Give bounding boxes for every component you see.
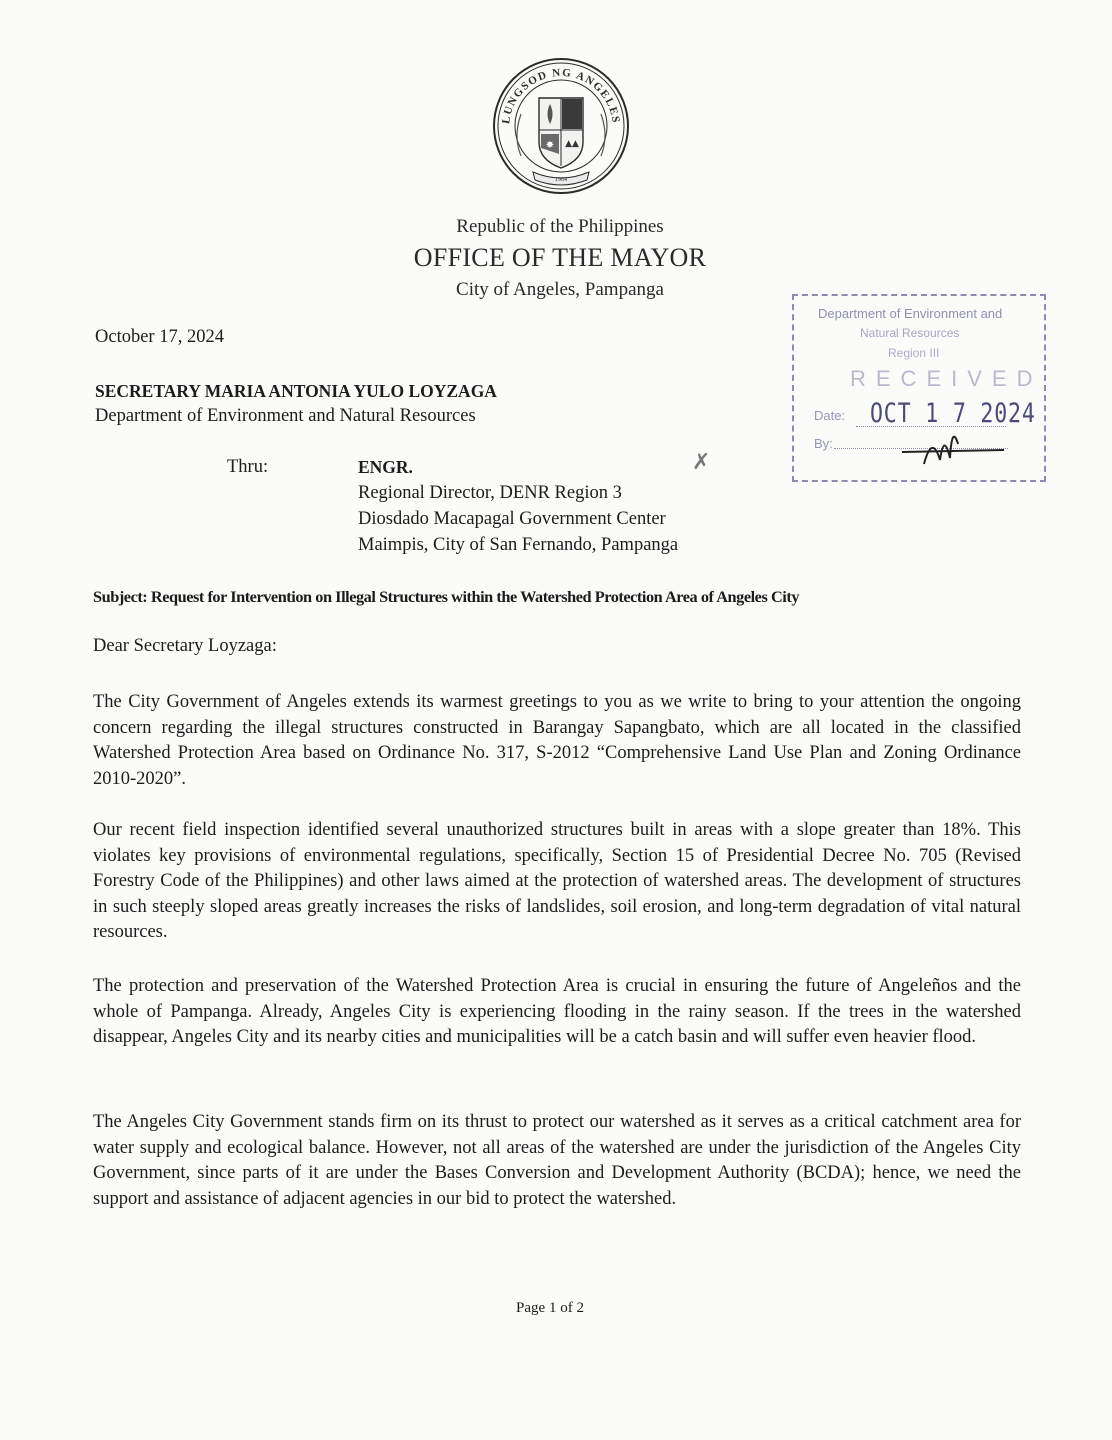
stamp-date-label: Date:	[814, 408, 846, 423]
svg-text:1964: 1964	[555, 177, 567, 183]
stamp-line2: Natural Resources	[860, 326, 960, 340]
addressee-name: SECRETARY MARIA ANTONIA YULO LOYZAGA	[95, 381, 497, 401]
subject-line: Subject: Request for Intervention on Illegal Structures within the Watershed Protection Area of Angeles City	[93, 587, 800, 606]
stamp-received: RECEIVED	[850, 366, 1043, 391]
paragraph-2: Our recent field inspection identified several unauthorized structures built in areas with a slope greater than 18%. This violates key provisions of environmental regulations, specifically, Section 15 of Presidential Decree No. 705 (Revised Forestry Code of the Philippines) and other laws aimed at the protection of watershed areas. The development of structures in such steeply sloped areas greatly increases the risks of landslides, soil erosion, and long-term degradation of vital natural resources.	[93, 820, 1021, 942]
letterhead-city: City of Angeles, Pampanga	[456, 279, 664, 300]
thru-label: Thru:	[227, 457, 269, 477]
stamp-by-label: By:	[814, 436, 833, 451]
page-number: Page 1 of 2	[516, 1300, 584, 1316]
letter-date: October 17, 2024	[95, 327, 224, 347]
paragraph-3: The protection and preservation of the Watershed Protection Area is crucial in ensuring the future of Angeleños and the whole of Pampanga. Already, Angeles City is experiencing flooding in the rainy season. If the trees in the watershed disappear, Angeles City and its nearby cities and municipalities will be a catch basin and will suffer even heavier flood.	[93, 976, 1021, 1047]
paragraph-1: The City Government of Angeles extends its warmest greetings to you as we write to bring to your attention the ongoing concern regarding the illegal structures constructed in Barangay Sapangbato, which are all located in the classified Watershed Protection Area based on Ordinance No. 317, S-2012 “Comprehensive Land Use Plan and Zoning Ordinance 2010-2020”.	[93, 692, 1021, 789]
received-stamp	[792, 294, 1046, 482]
signature-mark	[894, 414, 1014, 474]
stamp-date: OCT 1 7 2024	[870, 398, 1036, 429]
stamp-line3: Region III	[888, 346, 940, 360]
stamp-dept-line: Department of Environment and	[818, 306, 1003, 321]
thru-line-2: Diosdado Macapagal Government Center	[358, 509, 666, 529]
svg-text:LUNGSOD NG ANGELES: LUNGSOD NG ANGELES	[500, 66, 622, 125]
thru-line-3: Maimpis, City of San Fernando, Pampanga	[358, 535, 679, 555]
thru-name: ENGR.	[358, 457, 413, 477]
svg-text:▲▲: ▲▲	[565, 139, 579, 149]
letterhead-republic: Republic of the Philippines	[456, 216, 664, 237]
paragraph-4: The Angeles City Government stands firm on its thrust to protect our watershed as it serves as a critical catchment area for water supply and ecological balance. However, not all areas of the watershed are under the jurisdiction of the Angeles City Government, since parts of it are under the Bases Conversion and Development Authority (BCDA); hence, we need the support and assistance of adjacent agencies in our bid to protect the watershed.	[93, 1112, 1021, 1209]
city-seal-logo	[491, 56, 631, 196]
salutation: Dear Secretary Loyzaga:	[93, 636, 277, 656]
addressee-org: Department of Environment and Natural Resources	[95, 406, 476, 426]
x-mark: ✗	[692, 450, 711, 475]
thru-line-1: Regional Director, DENR Region 3	[358, 483, 622, 503]
svg-text:✸: ✸	[545, 140, 555, 151]
letterhead-office: OFFICE OF THE MAYOR	[413, 243, 707, 272]
